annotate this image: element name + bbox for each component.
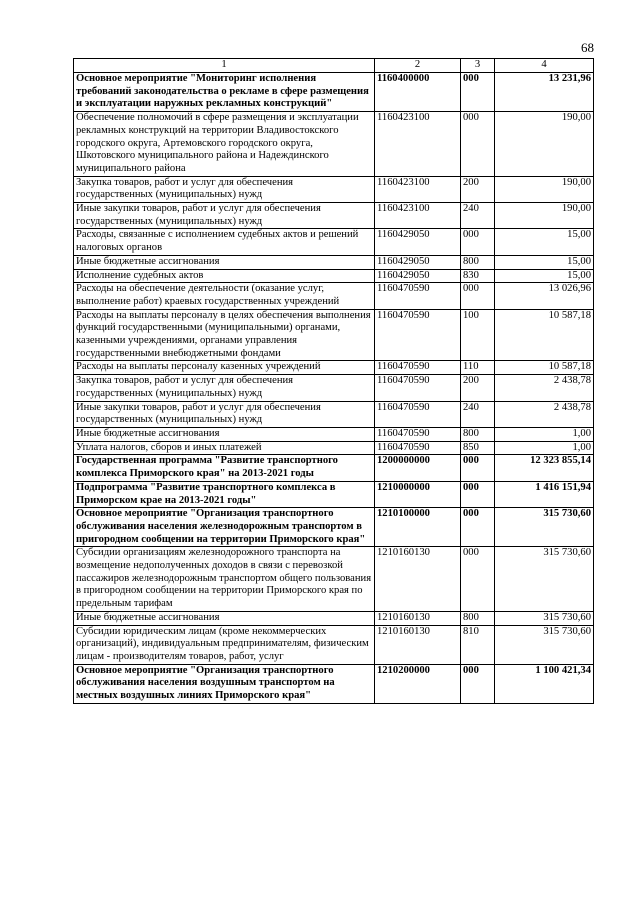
table-row — [74, 112, 594, 177]
row-name: Исполнение судебных актов — [74, 269, 375, 283]
row-code: 1160429050 — [375, 255, 461, 269]
row-name: Расходы на выплаты персоналу казенных учреждений — [74, 361, 375, 375]
table-row — [74, 547, 594, 612]
row-expense-type: 810 — [461, 625, 495, 664]
header-col-2: 2 — [375, 59, 461, 73]
row-expense-type: 200 — [461, 176, 495, 202]
table-row — [74, 508, 594, 547]
row-name: Субсидии организациям железнодорожного транспорта на возмещение недополученных доходов в связи с перевозкой пассажиров железнодорожным транспортом общего пользования в пригородном сообщении на территории Приморского края по предельным тарифам — [74, 547, 375, 612]
row-code: 1160470590 — [375, 283, 461, 309]
row-code: 1210200000 — [375, 664, 461, 703]
row-name: Подпрограмма "Развитие транспортного комплекса в Приморском крае на 2013-2021 годы" — [74, 481, 375, 507]
table-row — [74, 401, 594, 427]
row-code: 1210160130 — [375, 547, 461, 612]
row-expense-type: 830 — [461, 269, 495, 283]
table-row — [74, 611, 594, 625]
row-expense-type: 100 — [461, 309, 495, 361]
row-name: Расходы, связанные с исполнением судебных актов и решений налоговых органов — [74, 229, 375, 255]
table-row — [74, 283, 594, 309]
row-name: Иные закупки товаров, работ и услуг для обеспечения государственных (муниципальных) нужд — [74, 401, 375, 427]
row-expense-type: 000 — [461, 664, 495, 703]
row-amount: 1 416 151,94 — [495, 481, 594, 507]
row-code: 1200000000 — [375, 455, 461, 481]
table-row — [74, 427, 594, 441]
row-name: Уплата налогов, сборов и иных платежей — [74, 441, 375, 455]
row-name: Иные бюджетные ассигнования — [74, 255, 375, 269]
row-amount: 13 026,96 — [495, 283, 594, 309]
table-row — [74, 481, 594, 507]
row-code: 1160470590 — [375, 401, 461, 427]
row-name: Закупка товаров, работ и услуг для обеспечения государственных (муниципальных) нужд — [74, 176, 375, 202]
row-expense-type: 800 — [461, 611, 495, 625]
row-code: 1210100000 — [375, 508, 461, 547]
row-code: 1160423100 — [375, 112, 461, 177]
row-amount: 190,00 — [495, 112, 594, 177]
row-amount: 15,00 — [495, 229, 594, 255]
table-row — [74, 361, 594, 375]
row-amount: 315 730,60 — [495, 547, 594, 612]
row-expense-type: 240 — [461, 203, 495, 229]
row-expense-type: 240 — [461, 401, 495, 427]
row-amount: 315 730,60 — [495, 611, 594, 625]
table-row — [74, 255, 594, 269]
row-name: Субсидии юридическим лицам (кроме некоммерческих организаций), индивидуальным предпринимателям, физическим лицам - производителям товаров, работ, услуг — [74, 625, 375, 664]
budget-table — [73, 58, 594, 704]
table-row — [74, 203, 594, 229]
row-amount: 13 231,96 — [495, 73, 594, 112]
row-code: 1160429050 — [375, 229, 461, 255]
row-amount: 190,00 — [495, 203, 594, 229]
row-code: 1160470590 — [375, 309, 461, 361]
table-row — [74, 269, 594, 283]
row-expense-type: 000 — [461, 455, 495, 481]
row-expense-type: 800 — [461, 427, 495, 441]
row-amount: 15,00 — [495, 255, 594, 269]
table-row — [74, 664, 594, 703]
header-col-1: 1 — [74, 59, 375, 73]
row-amount: 10 587,18 — [495, 309, 594, 361]
header-row — [74, 59, 594, 73]
row-amount: 2 438,78 — [495, 375, 594, 401]
row-expense-type: 110 — [461, 361, 495, 375]
row-expense-type: 000 — [461, 481, 495, 507]
row-name: Иные бюджетные ассигнования — [74, 611, 375, 625]
row-name: Закупка товаров, работ и услуг для обеспечения государственных (муниципальных) нужд — [74, 375, 375, 401]
row-expense-type: 000 — [461, 229, 495, 255]
row-code: 1160400000 — [375, 73, 461, 112]
row-expense-type: 850 — [461, 441, 495, 455]
row-code: 1160429050 — [375, 269, 461, 283]
table-row — [74, 229, 594, 255]
row-code: 1160423100 — [375, 203, 461, 229]
table-row — [74, 309, 594, 361]
table-body — [74, 73, 594, 704]
row-amount: 315 730,60 — [495, 625, 594, 664]
row-amount: 315 730,60 — [495, 508, 594, 547]
row-expense-type: 000 — [461, 508, 495, 547]
row-name: Основное мероприятие "Организация транспортного обслуживания населения воздушным транспортом на местных воздушных линиях Приморского края" — [74, 664, 375, 703]
row-name: Расходы на выплаты персоналу в целях обеспечения выполнения функций государственными (муниципальными) органами, казенными учреждениями, органами управления государственными внебюджетными фондами — [74, 309, 375, 361]
row-amount: 1 100 421,34 — [495, 664, 594, 703]
row-expense-type: 000 — [461, 547, 495, 612]
table-row — [74, 176, 594, 202]
table-row — [74, 73, 594, 112]
row-code: 1160470590 — [375, 427, 461, 441]
header-col-3: 3 — [461, 59, 495, 73]
row-amount: 1,00 — [495, 441, 594, 455]
row-amount: 15,00 — [495, 269, 594, 283]
page-number: 68 — [581, 40, 594, 55]
row-expense-type: 000 — [461, 112, 495, 177]
table-row — [74, 455, 594, 481]
row-code: 1160423100 — [375, 176, 461, 202]
row-amount: 2 438,78 — [495, 401, 594, 427]
header-col-4: 4 — [495, 59, 594, 73]
table-row — [74, 625, 594, 664]
row-code: 1160470590 — [375, 361, 461, 375]
row-code: 1160470590 — [375, 441, 461, 455]
row-amount: 12 323 855,14 — [495, 455, 594, 481]
row-name: Основное мероприятие "Организация транспортного обслуживания населения железнодорожным транспортом в пригородном сообщении на территории Приморского края" — [74, 508, 375, 547]
row-expense-type: 000 — [461, 283, 495, 309]
row-name: Государственная программа "Развитие транспортного комплекса Приморского края" на 2013-2021 годы — [74, 455, 375, 481]
row-code: 1210160130 — [375, 611, 461, 625]
row-name: Основное мероприятие "Мониторинг исполнения требований законодательства о рекламе в сфере размещения и эксплуатации наружных рекламных конструкций" — [74, 73, 375, 112]
row-amount: 190,00 — [495, 176, 594, 202]
row-name: Иные бюджетные ассигнования — [74, 427, 375, 441]
row-amount: 1,00 — [495, 427, 594, 441]
table-row — [74, 375, 594, 401]
row-code: 1210160130 — [375, 625, 461, 664]
row-name: Расходы на обеспечение деятельности (оказание услуг, выполнение работ) краевых государственных учреждений — [74, 283, 375, 309]
row-name: Иные закупки товаров, работ и услуг для обеспечения государственных (муниципальных) нужд — [74, 203, 375, 229]
row-amount: 10 587,18 — [495, 361, 594, 375]
row-code: 1210000000 — [375, 481, 461, 507]
row-expense-type: 200 — [461, 375, 495, 401]
row-name: Обеспечение полномочий в сфере размещения и эксплуатации рекламных конструкций на территории Владивостокского городского округа, Артемовского городского округа, Шкотовского муниципального района и Надеждинского муниципального района — [74, 112, 375, 177]
row-expense-type: 800 — [461, 255, 495, 269]
table-row — [74, 441, 594, 455]
row-code: 1160470590 — [375, 375, 461, 401]
row-expense-type: 000 — [461, 73, 495, 112]
